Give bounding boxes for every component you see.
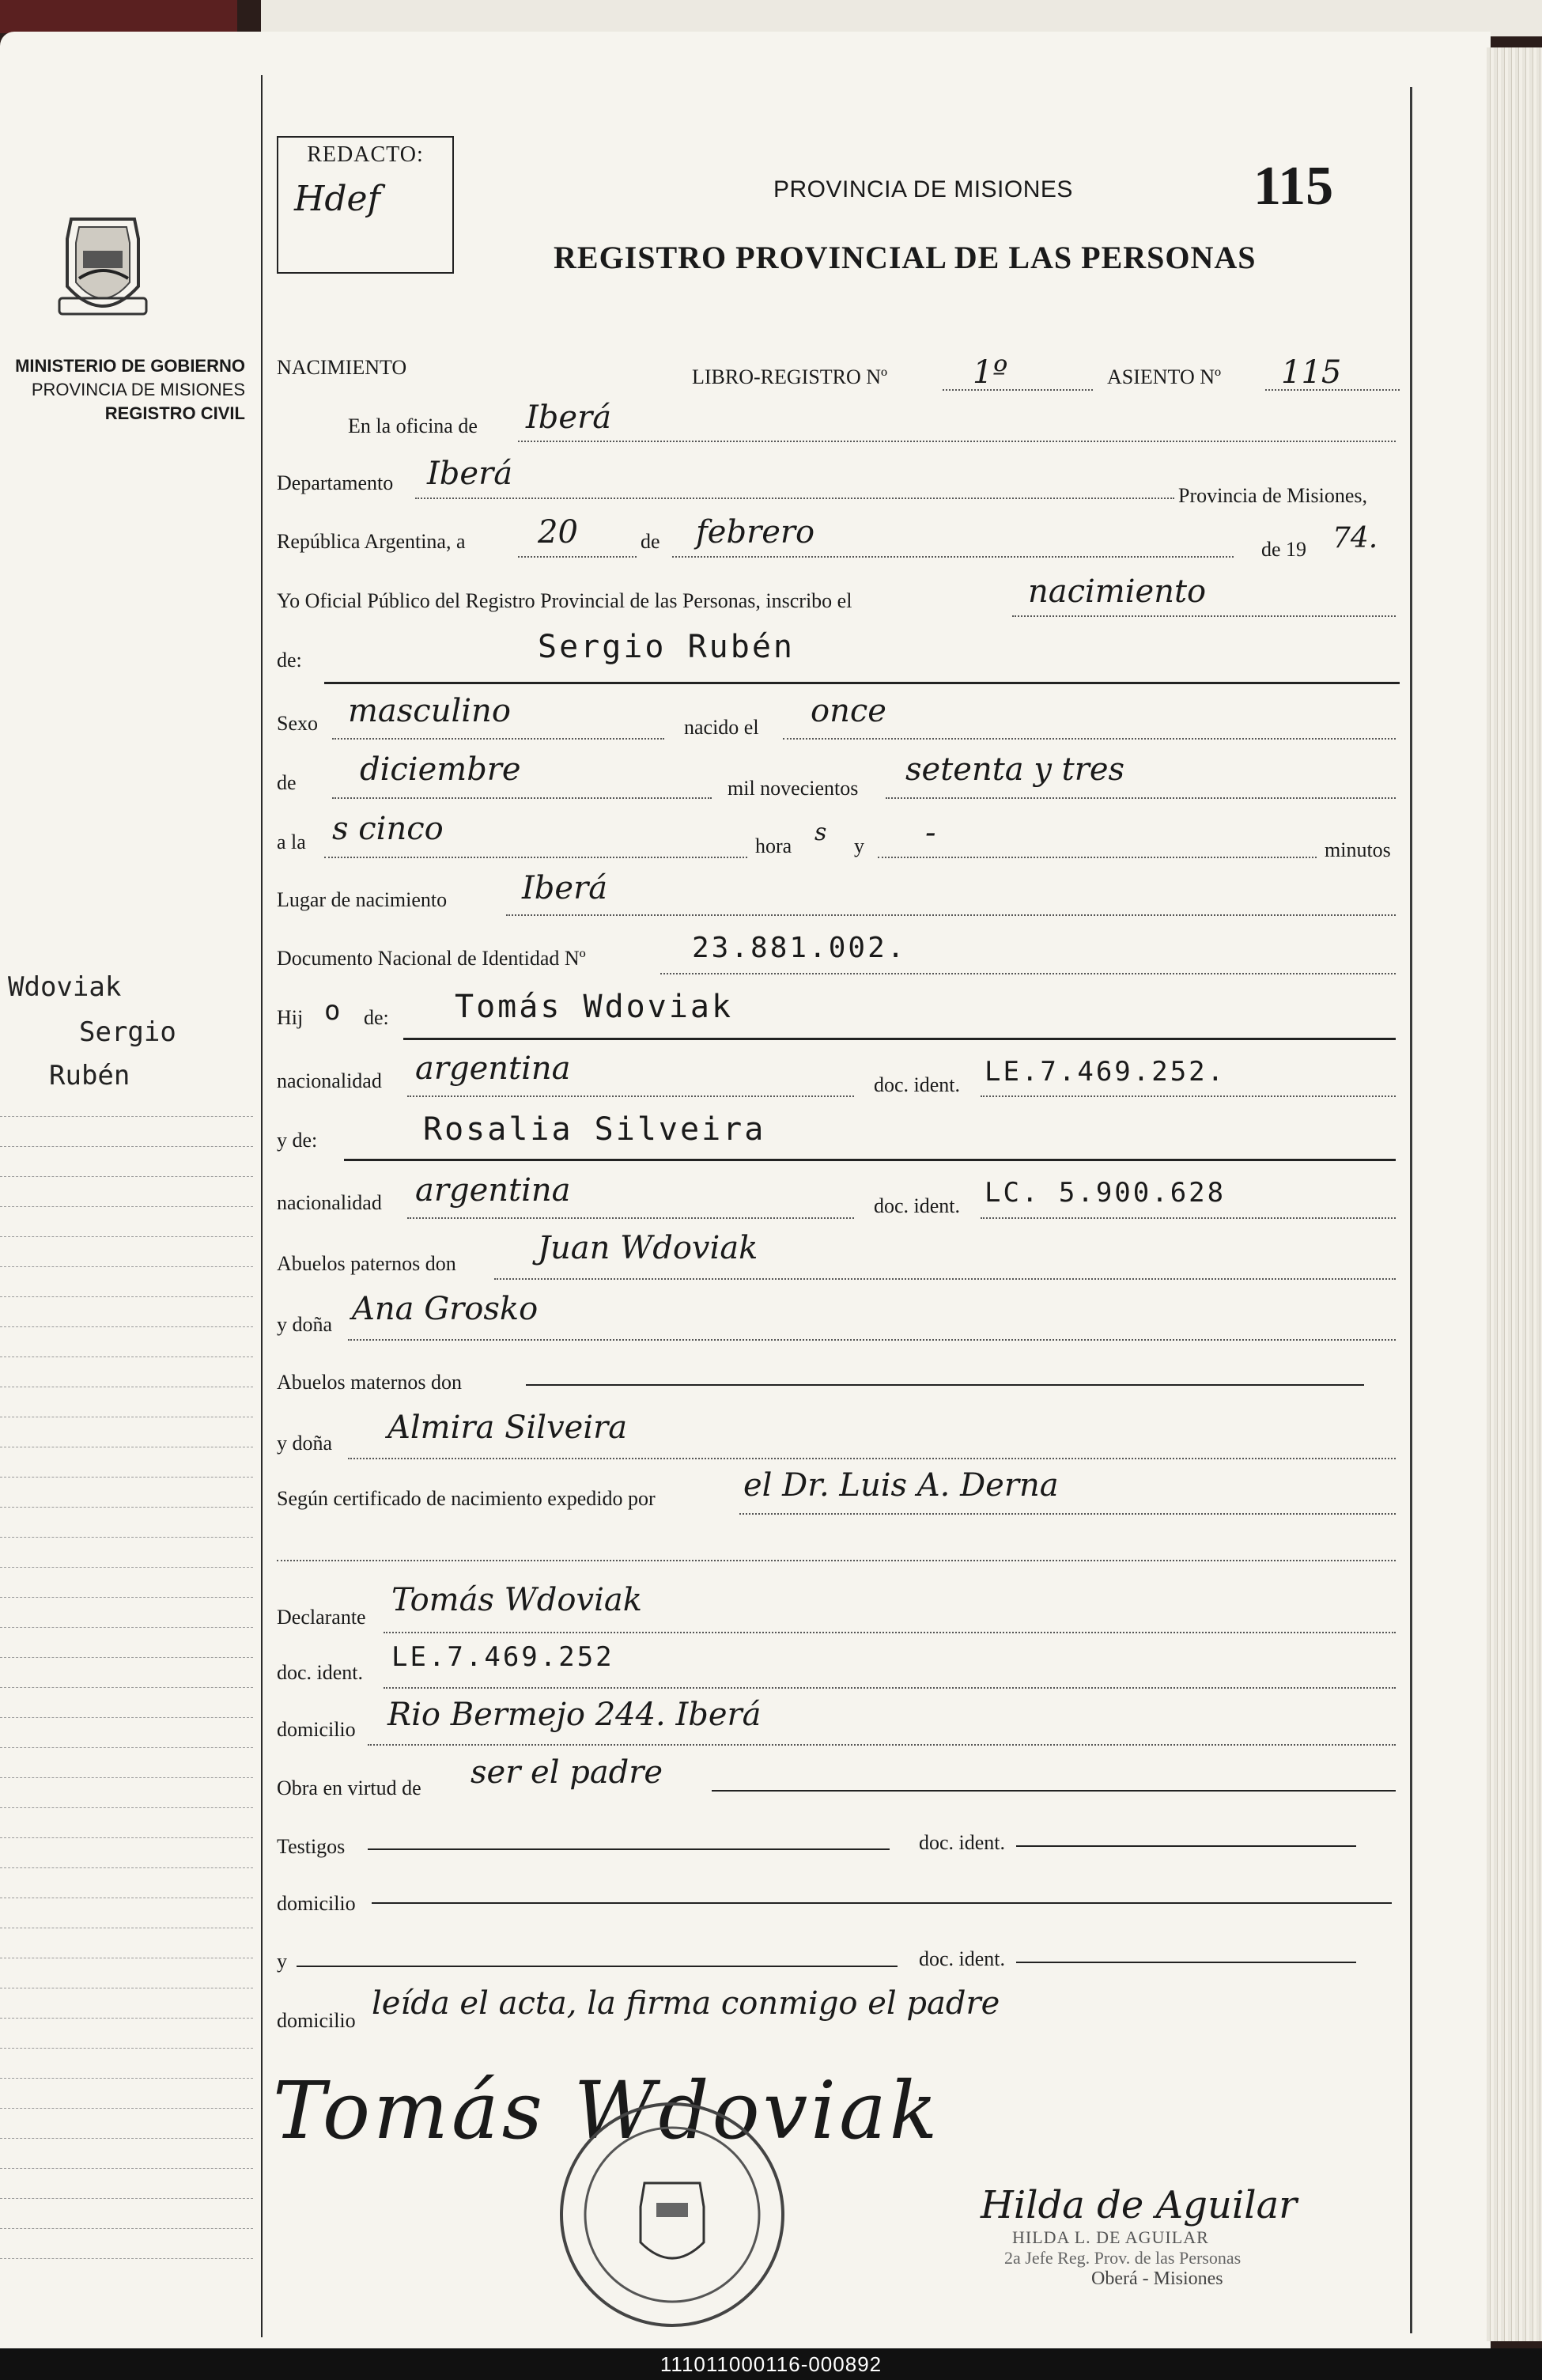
page-number: 115 <box>1253 156 1334 217</box>
departamento-value: Iberá <box>427 456 513 492</box>
certificado-label: Según certificado de nacimiento expedido por <box>277 1487 656 1510</box>
solid-line <box>1016 1962 1356 1963</box>
dni-value: 23.881.002. <box>692 932 907 964</box>
ala-label: a la <box>277 831 306 853</box>
dotted-line <box>348 1339 1396 1341</box>
declarante-label: Declarante <box>277 1606 366 1629</box>
doc-ident-label: doc. ident. <box>919 1831 1006 1854</box>
margin-divider <box>261 75 263 2337</box>
province-heading: PROVINCIA DE MISIONES <box>773 176 1073 202</box>
inscribo-value: nacimiento <box>1028 573 1207 610</box>
solid-line <box>526 1384 1364 1386</box>
hour-value: s cinco <box>332 811 444 847</box>
hijo-de-label: de: <box>364 1006 389 1029</box>
paternal-grandmother-value: Ana Grosko <box>352 1291 539 1327</box>
solid-line <box>324 682 1400 684</box>
dotted-line <box>324 857 747 858</box>
hijo-suffix: o <box>324 995 343 1027</box>
sexo-value: masculino <box>348 693 511 729</box>
dni-label: Documento Nacional de Identidad Nº <box>277 947 586 970</box>
dotted-line <box>518 556 637 558</box>
testigos-label: Testigos <box>277 1835 346 1858</box>
ydona-label: y doña <box>277 1432 333 1455</box>
child-name-value: Sergio Rubén <box>538 629 795 665</box>
solid-line <box>712 1790 1396 1792</box>
act-type-label: NACIMIENTO <box>277 356 407 379</box>
oficial-statement: Yo Oficial Público del Registro Provincial de las Personas, inscribo el <box>277 589 852 612</box>
mother-name-value: Rosalia Silveira <box>423 1111 766 1148</box>
solid-line <box>368 1848 890 1850</box>
ministry-line: MINISTERIO DE GOBIERNO <box>15 356 245 376</box>
ministerio-stamp-icon <box>554 2096 791 2333</box>
provincia-label: Provincia de Misiones, <box>1178 484 1368 507</box>
year-value: 74. <box>1332 522 1378 554</box>
maternal-grandmother-value: Almira Silveira <box>387 1409 628 1446</box>
nacido-value: once <box>811 693 886 729</box>
hora-label: hora <box>755 834 792 857</box>
dotted-line <box>332 797 712 799</box>
declarante-doc-value: LE.7.469.252 <box>391 1641 614 1673</box>
margin-note-second: Rubén <box>49 1060 130 1092</box>
domicilio-value: Rio Bermejo 244. Iberá <box>387 1697 762 1733</box>
dotted-line <box>277 1560 1396 1561</box>
yde-label: y de: <box>277 1129 318 1152</box>
mother-nationality-value: argentina <box>415 1172 571 1209</box>
dotted-line <box>943 389 1093 391</box>
dotted-line <box>886 797 1396 799</box>
mother-doc-value: LC. 5.900.628 <box>985 1177 1226 1209</box>
domicilio-label: domicilio <box>277 1892 356 1915</box>
certificado-value: el Dr. Luis A. Derna <box>743 1467 1059 1504</box>
year-label: de 19 <box>1261 538 1307 561</box>
birth-year-value: setenta y tres <box>905 751 1125 788</box>
dotted-line <box>368 1744 1396 1746</box>
abuelos-maternos-label: Abuelos maternos don <box>277 1371 462 1394</box>
dotted-line <box>332 738 664 740</box>
margin-ruled-lines <box>0 997 253 2287</box>
asiento-label: ASIENTO Nº <box>1107 365 1222 388</box>
dotted-line <box>384 1687 1396 1689</box>
libro-value: 1º <box>973 354 1008 391</box>
declarante-value: Tomás Wdoviak <box>391 1582 642 1618</box>
obra-label: Obra en virtud de <box>277 1776 421 1799</box>
nacionalidad-label: nacionalidad <box>277 1069 382 1092</box>
ministry-line: REGISTRO CIVIL <box>104 403 245 423</box>
doc-ident-label: doc. ident. <box>874 1073 961 1096</box>
ministry-line: PROVINCIA DE MISIONES <box>31 380 245 399</box>
paternal-grandfather-value: Juan Wdoviak <box>538 1230 758 1266</box>
de2-label: de <box>277 771 297 794</box>
de-label: de <box>641 530 660 553</box>
page-stack-edges <box>1487 47 1542 2341</box>
dotted-line <box>494 1278 1396 1280</box>
doc-ident-label: doc. ident. <box>919 1947 1006 1970</box>
abuelos-paternos-label: Abuelos paternos don <box>277 1252 456 1275</box>
lugar-value: Iberá <box>522 870 608 906</box>
sexo-label: Sexo <box>277 712 318 735</box>
dotted-line <box>506 914 1396 916</box>
solid-line <box>1016 1845 1356 1847</box>
dotted-line <box>672 556 1234 558</box>
dotted-line <box>981 1095 1396 1097</box>
closing-note-value: leída el acta, la firma conmigo el padre <box>372 1985 1000 2022</box>
doc-ident-label: doc. ident. <box>874 1194 961 1217</box>
republica-label: República Argentina, a <box>277 530 466 553</box>
ministry-block <box>0 354 245 426</box>
ydona-label: y doña <box>277 1313 333 1336</box>
dotted-line <box>878 857 1317 858</box>
margin-note-first: Sergio <box>79 1016 176 1048</box>
domicilio-label: domicilio <box>277 2009 356 2032</box>
province-seal-icon <box>55 207 150 326</box>
dotted-line <box>407 1095 854 1097</box>
official-name: HILDA L. DE AGUILAR <box>1012 2227 1209 2247</box>
minutes-value: - <box>925 815 936 851</box>
official-title: 2a Jefe Reg. Prov. de las Personas <box>1004 2248 1242 2268</box>
redacto-initials: Hdef <box>294 179 380 219</box>
lugar-label: Lugar de nacimiento <box>277 888 448 911</box>
mil-label: mil novecientos <box>728 777 859 800</box>
dotted-line <box>739 1513 1396 1515</box>
dotted-line <box>415 498 1174 499</box>
hora-s-value: s <box>814 819 827 846</box>
dotted-line <box>518 441 1396 442</box>
de-persona-label: de: <box>277 649 302 672</box>
official-signature: Hilda de Aguilar <box>981 2183 1298 2227</box>
month-value: febrero <box>696 514 815 551</box>
solid-line <box>344 1159 1396 1161</box>
margin-note-surname: Wdoviak <box>8 971 122 1003</box>
document-id-footer: 111011000116-000892 <box>0 2348 1542 2380</box>
dotted-line <box>384 1632 1396 1633</box>
dotted-line <box>407 1217 854 1219</box>
redacto-box <box>277 136 454 274</box>
dotted-line <box>981 1217 1396 1219</box>
dotted-line <box>660 973 1396 974</box>
declarant-signature: Tomás Wdoviak <box>273 2064 941 2157</box>
doc-ident-label: doc. ident. <box>277 1661 364 1684</box>
right-border <box>1410 87 1412 2333</box>
dotted-line <box>1012 615 1396 617</box>
y-label: y <box>854 834 864 857</box>
birth-month-value: diciembre <box>360 751 521 788</box>
dotted-line <box>348 1458 1396 1459</box>
registry-title: REGISTRO PROVINCIAL DE LAS PERSONAS <box>554 240 1257 275</box>
official-stamp <box>981 2183 1313 2290</box>
y2-label: y <box>277 1950 287 1973</box>
solid-line <box>403 1038 1396 1040</box>
official-location: Oberá - Misiones <box>1091 2268 1223 2289</box>
libro-label: LIBRO-REGISTRO Nº <box>692 365 888 388</box>
oficina-value: Iberá <box>526 399 612 436</box>
book-cover-edge <box>0 0 237 33</box>
obra-value: ser el padre <box>471 1754 663 1791</box>
hijo-label: Hij <box>277 1006 304 1029</box>
father-nationality-value: argentina <box>415 1050 571 1087</box>
father-doc-value: LE.7.469.252. <box>985 1056 1226 1088</box>
nacido-label: nacido el <box>684 716 759 739</box>
departamento-label: Departamento <box>277 471 394 494</box>
minutos-label: minutos <box>1325 838 1391 861</box>
day-value: 20 <box>538 514 578 551</box>
asiento-value: 115 <box>1281 354 1342 391</box>
domicilio-label: domicilio <box>277 1718 356 1741</box>
nacionalidad-label: nacionalidad <box>277 1191 382 1214</box>
father-name-value: Tomás Wdoviak <box>455 989 734 1025</box>
solid-line <box>372 1902 1392 1904</box>
dotted-line <box>783 738 1396 740</box>
solid-line <box>297 1966 898 1967</box>
redacto-label: REDACTO: <box>307 142 424 167</box>
oficina-label: En la oficina de <box>348 414 478 437</box>
